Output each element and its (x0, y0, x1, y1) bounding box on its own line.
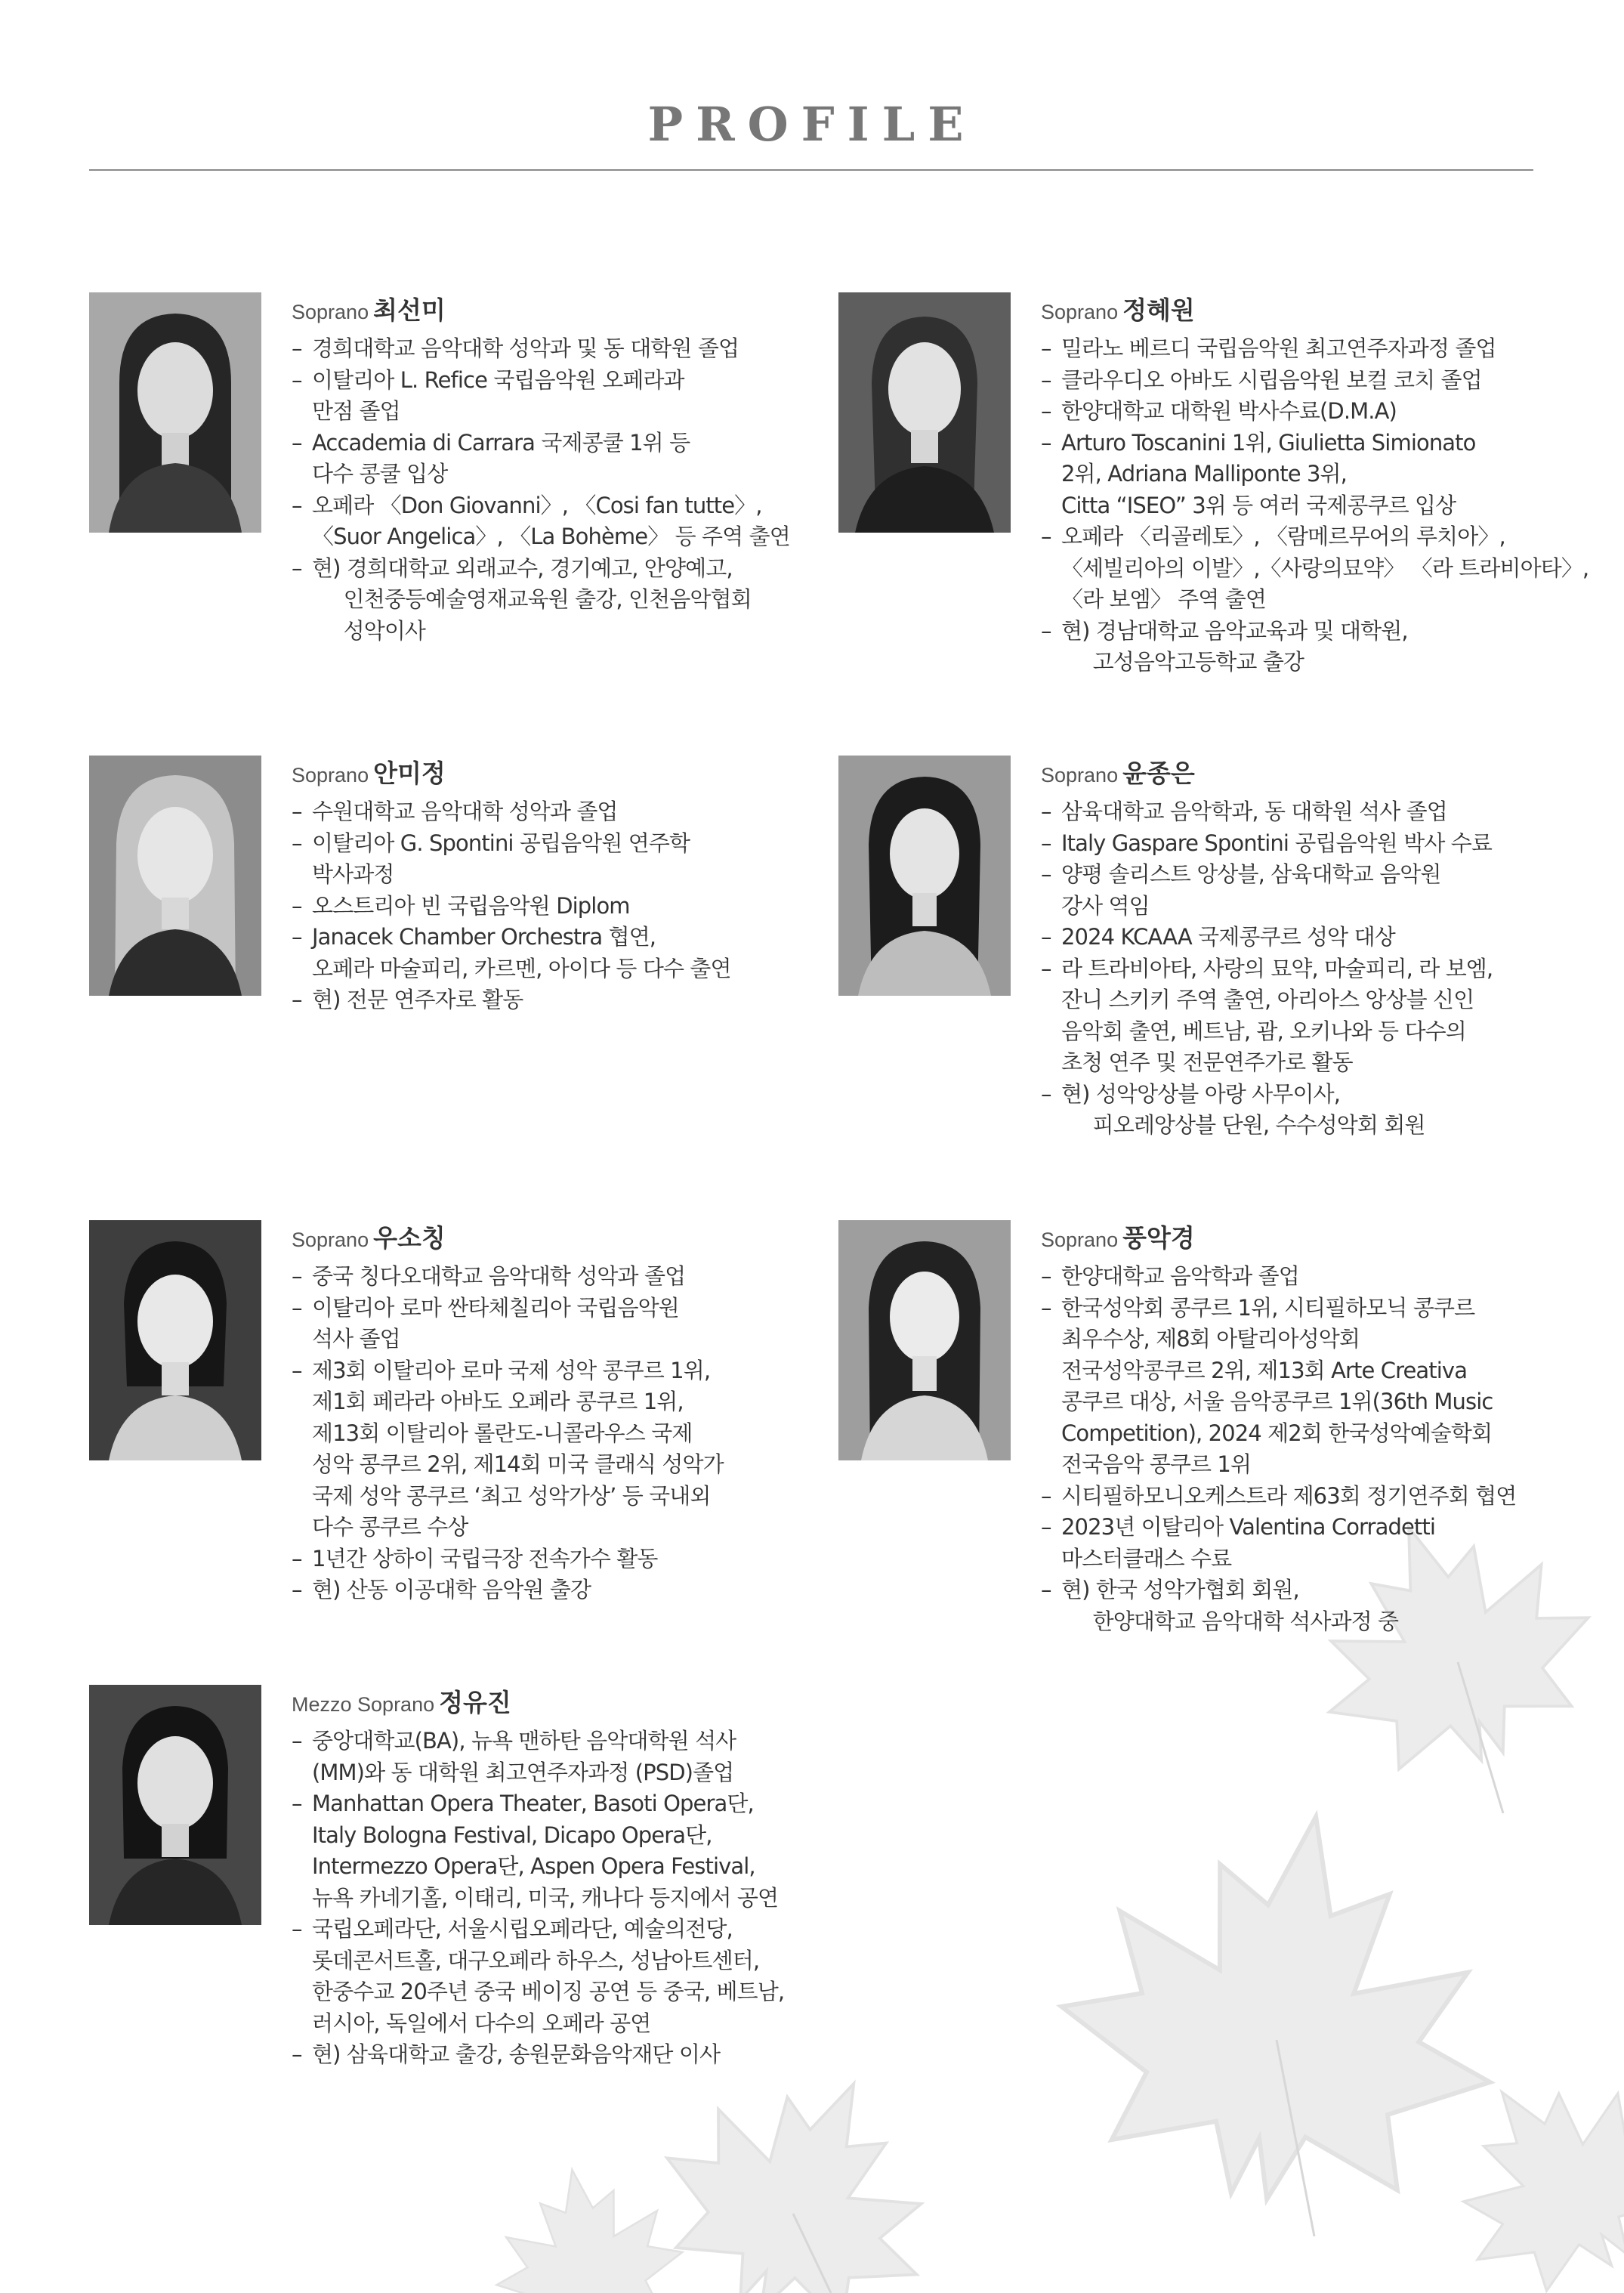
career-item: – 한양대학교 음악학과 졸업 (1041, 1263, 1299, 1289)
singer-name: 풍악경 (1122, 1223, 1195, 1253)
career-item: – 현) 성악앙상블 아랑 사무이사, 피오레앙상블 단원, 수수성악회 회원 (1041, 1080, 1425, 1138)
career-list (292, 1261, 813, 1606)
career-item: – 중국 칭다오대학교 음악대학 성악과 졸업 (292, 1263, 686, 1289)
profile-heading (292, 756, 813, 792)
career-item: – 오페라 〈리골레토〉, 〈람메르무어의 루치아〉, 〈세빌리아의 이발〉,〈사랑의묘약〉 〈라 트라비아타〉, 〈라 보엠〉 주역 출연 (1041, 524, 1589, 612)
profile-photo (838, 292, 1011, 533)
singer-name: 윤종은 (1122, 759, 1195, 788)
profile-heading (292, 1220, 813, 1256)
career-item: – 현) 전문 연주자로 활동 (292, 987, 523, 1012)
career-item: – 한양대학교 대학원 박사수료(D.M.A) (1041, 398, 1397, 424)
profile-heading (1041, 1220, 1562, 1256)
voice-type: Soprano (1041, 1228, 1119, 1251)
profile-heading (1041, 292, 1562, 329)
profile-photo (89, 292, 261, 533)
career-item: – Italy Gaspare Spontini 공립음악원 박사 수료 (1041, 830, 1492, 856)
career-item: – 클라우디오 아바도 시립음악원 보컬 코치 졸업 (1041, 366, 1482, 393)
career-item: – 현) 한국 성악가협회 회원, 한양대학교 음악대학 석사과정 중 (1041, 1577, 1399, 1634)
career-item: – Manhattan Opera Theater, Basoti Opera단, Italy Bologna Festival, Dicapo Opera단, Intermezzo Opera단, Aspen Opera Festival, 뉴욕 카네기홀, 이태리, 미국, 캐나다 등지에서 공연 (292, 1791, 779, 1911)
career-list (292, 1726, 813, 2071)
career-item: – 수원대학교 음악대학 성악과 졸업 (292, 799, 618, 824)
career-item: – 중앙대학교(BA), 뉴욕 맨하탄 음악대학원 석사 (MM)와 동 대학원 최고연주자과정 (PSD)졸업 (292, 1728, 736, 1785)
profile-photo (838, 1220, 1011, 1460)
singer-name: 최선미 (373, 295, 446, 325)
career-item: – 라 트라비아타, 사랑의 묘약, 마술피리, 라 보엠, 잔니 스키키 주역 출연, 아리아스 앙상블 신인 음악회 출연, 베트남, 괌, 오키나와 등 다수의 초청 연주 및 전문연주가로 활동 (1041, 955, 1493, 1075)
career-item: – 양평 솔리스트 앙상블, 삼육대학교 음악원 강사 역임 (1041, 861, 1441, 919)
career-list (1041, 1261, 1562, 1637)
singer-name: 정유진 (439, 1688, 511, 1717)
profile-heading (292, 292, 813, 329)
career-item: – 현) 산동 이공대학 음악원 출강 (292, 1577, 591, 1602)
career-item: – 국립오페라단, 서울시립오페라단, 예술의전당, 롯데콘서트홀, 대구오페라 하우스, 성남아트센터, 한중수교 20주년 중국 베이징 공연 등 중국, 베트남, 러시아, 독일에서 다수의 오페라 공연 (292, 1916, 785, 2036)
career-item: – 제3회 이탈리아 로마 국제 성악 콩쿠르 1위, 제1회 페라라 아바도 오페라 콩쿠르 1위, 제13회 이탈리아 롤란도-니콜라우스 국제 성악 콩쿠르 2위, 제14회 미국 클래식 성악가 국제 성악 콩쿠르 ‘최고 성악가상’ 등 국내외 다수 콩쿠르 수상 (292, 1357, 724, 1540)
career-item: – 2024 KCAAA 국제콩쿠르 성악 대상 (1041, 924, 1395, 950)
career-list (1041, 333, 1589, 678)
voice-type: Soprano (292, 1228, 369, 1251)
voice-type: Soprano (292, 764, 369, 786)
voice-type: Soprano (1041, 301, 1119, 323)
profile-heading (292, 1685, 813, 1721)
career-list (292, 796, 813, 1016)
career-item: – 2023년 이탈리아 Valentina Corradetti 마스터클래스 수료 (1041, 1514, 1435, 1571)
profile-heading (1041, 756, 1562, 792)
career-item: – 이탈리아 L. Refice 국립음악원 오페라과 만점 졸업 (292, 366, 684, 424)
profile-photo (89, 1685, 261, 1925)
voice-type: Soprano (292, 301, 369, 323)
career-item: – 현) 경남대학교 음악교육과 및 대학원, 고성음악고등학교 출강 (1041, 617, 1408, 675)
career-item: – 현) 경희대학교 외래교수, 경기예고, 안양예고, 인천중등예술영재교육원 출강, 인천음악협회 성악이사 (292, 555, 752, 644)
singer-name: 안미정 (373, 759, 446, 788)
page-title: PROFILE (647, 97, 977, 152)
career-item: – 시티필하모니오케스트라 제63회 정기연주회 협연 (1041, 1482, 1517, 1509)
voice-type: Soprano (1041, 764, 1119, 786)
career-item: – Arturo Toscanini 1위, Giulietta Simionato 2위, Adriana Malliponte 3위, Citta “ISEO” 3위 등 여러 국제콩쿠르 입상 (1041, 429, 1476, 518)
career-item: – Accademia di Carrara 국제콩쿨 1위 등 다수 콩쿨 입상 (292, 429, 690, 487)
singer-name: 우소칭 (373, 1223, 446, 1253)
career-item: – 이탈리아 G. Spontini 공립음악원 연주학 박사과정 (292, 830, 690, 887)
career-item: – 오페라 〈Don Giovanni〉, 〈Cosi fan tutte〉, 〈Suor Angelica〉, 〈La Bohème〉 등 주역 출연 (292, 492, 790, 549)
singer-name: 정혜원 (1122, 295, 1195, 325)
career-item: – 현) 삼육대학교 출강, 송원문화음악재단 이사 (292, 2041, 721, 2067)
career-item: – 오스트리아 빈 국립음악원 Diplom (292, 892, 630, 919)
profile-photo (89, 1220, 261, 1460)
career-item: – 삼육대학교 음악학과, 동 대학원 석사 졸업 (1041, 799, 1447, 824)
career-list (1041, 796, 1562, 1142)
career-item: – 이탈리아 로마 싼타체칠리아 국립음악원 석사 졸업 (292, 1294, 679, 1352)
career-item: – 경희대학교 음악대학 성악과 및 동 대학원 졸업 (292, 335, 739, 361)
career-item: – 한국성악회 콩쿠르 1위, 시티필하모닉 콩쿠르 최우수상, 제8회 아탈리아성악회 전국성악콩쿠르 2위, 제13회 Arte Creativa 콩쿠르 대상, 서울 음악콩쿠르 1위(36th Music Competition), 2024 제2회 한국성악예술학회 전국음악 콩쿠르 1위 (1041, 1294, 1493, 1477)
career-list (292, 333, 813, 647)
profile-photo (838, 756, 1011, 996)
career-item: – Janacek Chamber Orchestra 협연, 오페라 마술피리, 카르멘, 아이다 등 다수 출연 (292, 924, 731, 981)
voice-type: Mezzo Soprano (292, 1693, 435, 1716)
profile-photo (89, 756, 261, 996)
career-item: – 1년간 상하이 국립극장 전속가수 활동 (292, 1545, 658, 1571)
career-item: – 밀라노 베르디 국립음악원 최고연주자과정 졸업 (1041, 335, 1496, 361)
